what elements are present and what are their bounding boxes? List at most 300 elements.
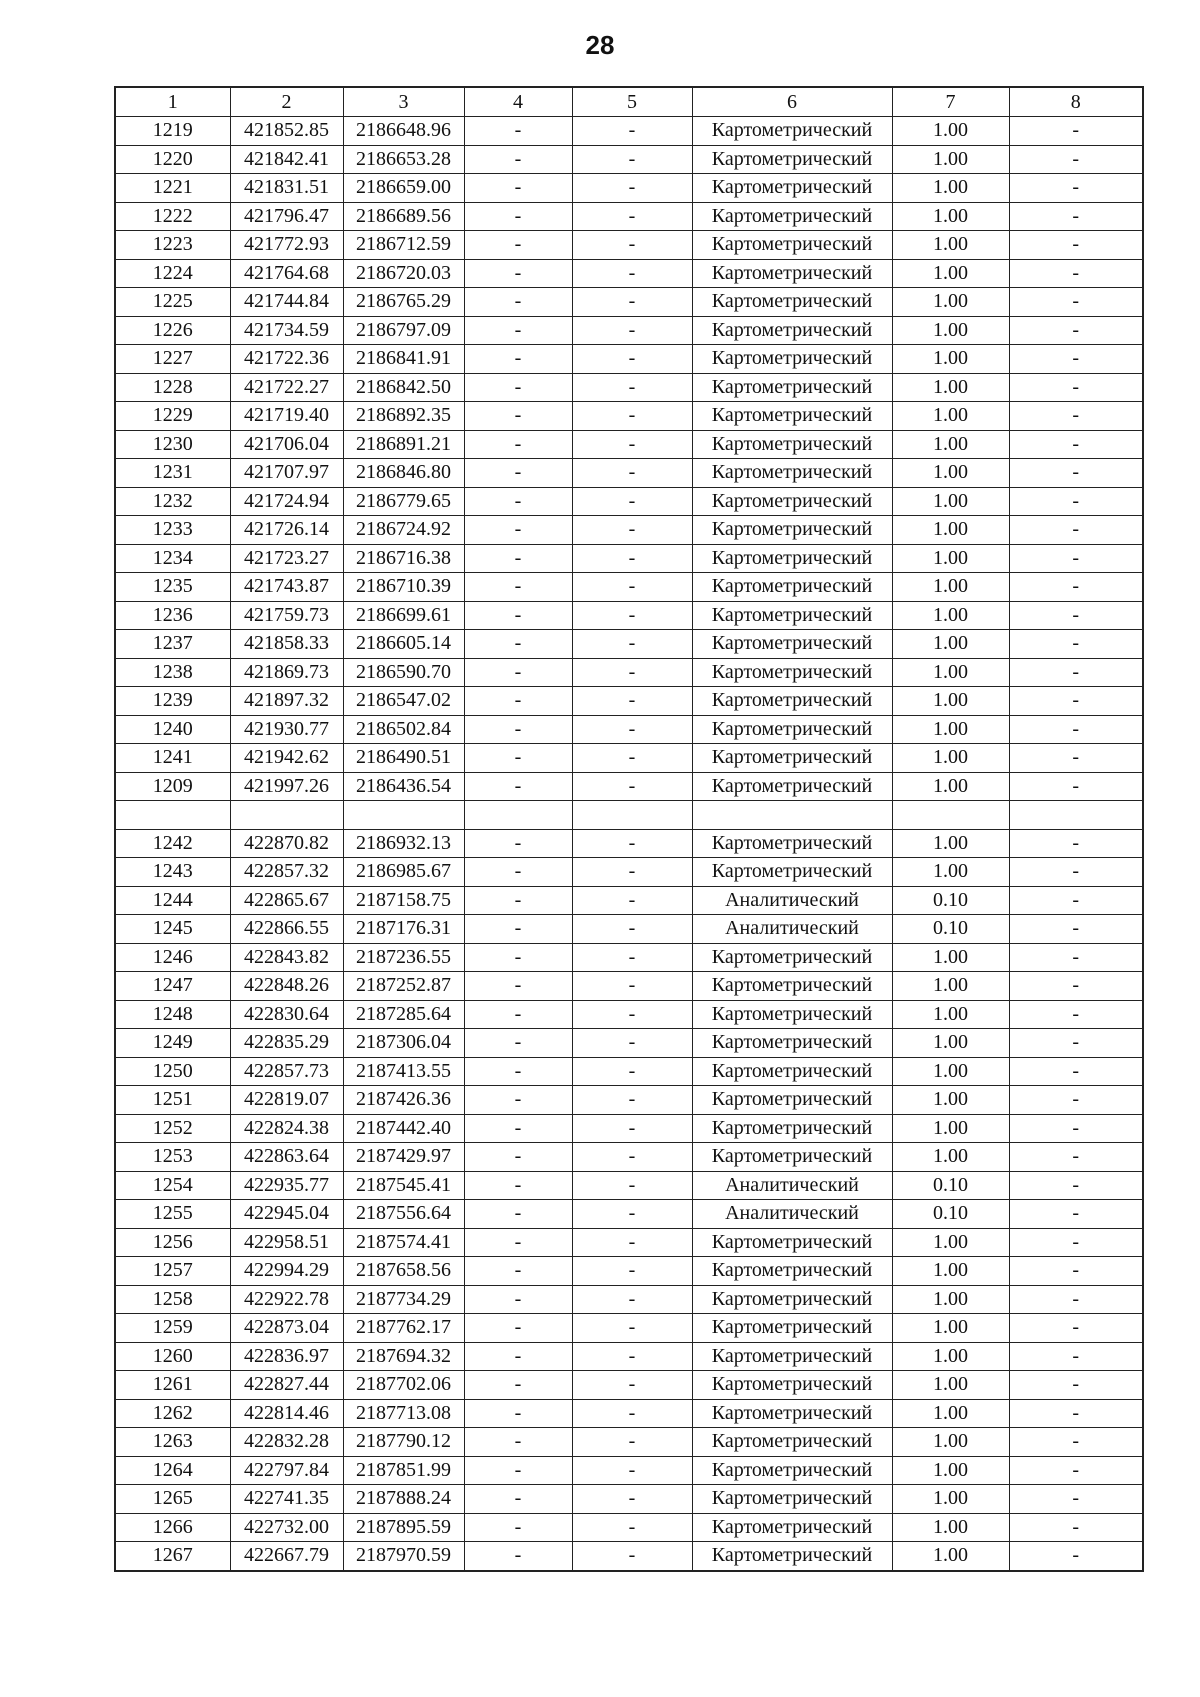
separator-cell — [230, 801, 343, 830]
table-cell-col-5: - — [572, 117, 692, 146]
table-cell-col-7: 1.00 — [892, 630, 1009, 659]
table-cell-col-2: 422814.46 — [230, 1399, 343, 1428]
header-cell: 2 — [230, 87, 343, 117]
table-cell-col-8: - — [1009, 145, 1143, 174]
table-cell-col-7: 1.00 — [892, 1086, 1009, 1115]
table-cell-col-7: 1.00 — [892, 1542, 1009, 1571]
table-cell-col-4: - — [464, 886, 572, 915]
table-cell-col-8: - — [1009, 1342, 1143, 1371]
table-cell-col-4: - — [464, 972, 572, 1001]
table-cell-col-1: 1220 — [115, 145, 230, 174]
table-cell-col-5: - — [572, 630, 692, 659]
table-cell-col-5: - — [572, 288, 692, 317]
table-cell-col-1: 1244 — [115, 886, 230, 915]
table-cell-col-2: 422843.82 — [230, 943, 343, 972]
table-cell-col-2: 421897.32 — [230, 687, 343, 716]
table-cell-col-8: - — [1009, 1371, 1143, 1400]
table-cell-col-2: 422857.32 — [230, 858, 343, 887]
table-row — [115, 430, 1143, 459]
table-cell-col-7: 0.10 — [892, 1200, 1009, 1229]
table-cell-col-2: 421997.26 — [230, 772, 343, 801]
table-cell-col-7: 1.00 — [892, 231, 1009, 260]
table-row — [115, 1399, 1143, 1428]
table-cell-col-7: 1.00 — [892, 373, 1009, 402]
table-cell-col-5: - — [572, 1171, 692, 1200]
table-cell-col-8: - — [1009, 231, 1143, 260]
table-cell-col-5: - — [572, 658, 692, 687]
table-cell-col-6: Картометрический — [692, 1314, 892, 1343]
table-cell-col-7: 1.00 — [892, 772, 1009, 801]
table-cell-col-3: 2187252.87 — [343, 972, 464, 1001]
table-cell-col-1: 1223 — [115, 231, 230, 260]
table-cell-col-6: Картометрический — [692, 1114, 892, 1143]
table-cell-col-5: - — [572, 1314, 692, 1343]
table-row — [115, 886, 1143, 915]
table-cell-col-8: - — [1009, 972, 1143, 1001]
table-row — [115, 516, 1143, 545]
table-cell-col-7: 1.00 — [892, 1485, 1009, 1514]
coordinates-table-body — [115, 87, 1143, 1571]
table-cell-col-7: 1.00 — [892, 487, 1009, 516]
table-cell-col-8: - — [1009, 259, 1143, 288]
table-cell-col-2: 422819.07 — [230, 1086, 343, 1115]
header-cell: 1 — [115, 87, 230, 117]
table-cell-col-4: - — [464, 687, 572, 716]
table-cell-col-7: 1.00 — [892, 288, 1009, 317]
table-row — [115, 487, 1143, 516]
table-cell-col-3: 2186891.21 — [343, 430, 464, 459]
table-row — [115, 1456, 1143, 1485]
table-cell-col-6: Аналитический — [692, 1171, 892, 1200]
table-cell-col-6: Картометрический — [692, 1399, 892, 1428]
table-cell-col-6: Картометрический — [692, 1542, 892, 1571]
table-cell-col-2: 421759.73 — [230, 601, 343, 630]
table-cell-col-2: 422667.79 — [230, 1542, 343, 1571]
table-cell-col-5: - — [572, 1200, 692, 1229]
table-cell-col-4: - — [464, 1542, 572, 1571]
table-cell-col-3: 2186841.91 — [343, 345, 464, 374]
table-cell-col-2: 422866.55 — [230, 915, 343, 944]
table-cell-col-3: 2187734.29 — [343, 1285, 464, 1314]
table-cell-col-3: 2187762.17 — [343, 1314, 464, 1343]
table-cell-col-3: 2187713.08 — [343, 1399, 464, 1428]
table-row — [115, 1513, 1143, 1542]
table-cell-col-5: - — [572, 573, 692, 602]
table-cell-col-3: 2187413.55 — [343, 1057, 464, 1086]
table-cell-col-5: - — [572, 943, 692, 972]
table-cell-col-1: 1254 — [115, 1171, 230, 1200]
table-cell-col-2: 422922.78 — [230, 1285, 343, 1314]
table-cell-col-5: - — [572, 858, 692, 887]
table-cell-col-2: 421719.40 — [230, 402, 343, 431]
table-cell-col-1: 1246 — [115, 943, 230, 972]
table-cell-col-7: 1.00 — [892, 1513, 1009, 1542]
table-cell-col-6: Картометрический — [692, 202, 892, 231]
table-cell-col-6: Картометрический — [692, 1257, 892, 1286]
table-cell-col-2: 422732.00 — [230, 1513, 343, 1542]
table-cell-col-7: 1.00 — [892, 1029, 1009, 1058]
table-cell-col-1: 1264 — [115, 1456, 230, 1485]
table-cell-col-3: 2186502.84 — [343, 715, 464, 744]
table-cell-col-5: - — [572, 1485, 692, 1514]
table-cell-col-7: 1.00 — [892, 1456, 1009, 1485]
table-cell-col-2: 421706.04 — [230, 430, 343, 459]
table-cell-col-5: - — [572, 886, 692, 915]
table-cell-col-2: 421722.27 — [230, 373, 343, 402]
table-cell-col-3: 2187694.32 — [343, 1342, 464, 1371]
table-row — [115, 402, 1143, 431]
table-cell-col-1: 1222 — [115, 202, 230, 231]
table-cell-col-1: 1258 — [115, 1285, 230, 1314]
table-cell-col-5: - — [572, 715, 692, 744]
table-cell-col-1: 1252 — [115, 1114, 230, 1143]
table-cell-col-6: Картометрический — [692, 459, 892, 488]
table-cell-col-2: 421930.77 — [230, 715, 343, 744]
table-cell-col-6: Картометрический — [692, 1342, 892, 1371]
table-cell-col-7: 1.00 — [892, 601, 1009, 630]
table-row — [115, 744, 1143, 773]
table-cell-col-2: 422830.64 — [230, 1000, 343, 1029]
table-cell-col-3: 2187429.97 — [343, 1143, 464, 1172]
table-row — [115, 544, 1143, 573]
table-row — [115, 658, 1143, 687]
table-cell-col-6: Картометрический — [692, 972, 892, 1001]
table-cell-col-6: Картометрический — [692, 715, 892, 744]
table-cell-col-1: 1255 — [115, 1200, 230, 1229]
table-cell-col-1: 1209 — [115, 772, 230, 801]
table-cell-col-4: - — [464, 402, 572, 431]
table-cell-col-1: 1230 — [115, 430, 230, 459]
separator-cell — [572, 801, 692, 830]
table-cell-col-4: - — [464, 487, 572, 516]
table-cell-col-7: 1.00 — [892, 1257, 1009, 1286]
table-cell-col-2: 421942.62 — [230, 744, 343, 773]
table-separator-row — [115, 801, 1143, 830]
page-number: 28 — [585, 30, 615, 60]
table-cell-col-2: 422835.29 — [230, 1029, 343, 1058]
table-cell-col-5: - — [572, 1371, 692, 1400]
table-cell-col-7: 1.00 — [892, 972, 1009, 1001]
table-cell-col-2: 421796.47 — [230, 202, 343, 231]
table-cell-col-3: 2187970.59 — [343, 1542, 464, 1571]
table-cell-col-6: Аналитический — [692, 886, 892, 915]
table-cell-col-4: - — [464, 459, 572, 488]
table-cell-col-5: - — [572, 1057, 692, 1086]
coordinates-table — [114, 86, 1144, 1572]
table-cell-col-7: 1.00 — [892, 1114, 1009, 1143]
table-cell-col-6: Картометрический — [692, 487, 892, 516]
table-cell-col-1: 1237 — [115, 630, 230, 659]
table-cell-col-4: - — [464, 772, 572, 801]
table-cell-col-5: - — [572, 487, 692, 516]
table-row — [115, 772, 1143, 801]
table-cell-col-4: - — [464, 145, 572, 174]
table-cell-col-8: - — [1009, 1513, 1143, 1542]
table-row — [115, 573, 1143, 602]
table-cell-col-3: 2186659.00 — [343, 174, 464, 203]
table-cell-col-6: Картометрический — [692, 1513, 892, 1542]
table-cell-col-7: 1.00 — [892, 345, 1009, 374]
table-cell-col-8: - — [1009, 744, 1143, 773]
table-cell-col-3: 2187545.41 — [343, 1171, 464, 1200]
table-cell-col-6: Картометрический — [692, 858, 892, 887]
table-cell-col-8: - — [1009, 1143, 1143, 1172]
table-cell-col-3: 2187574.41 — [343, 1228, 464, 1257]
table-cell-col-4: - — [464, 259, 572, 288]
table-cell-col-1: 1256 — [115, 1228, 230, 1257]
table-cell-col-4: - — [464, 516, 572, 545]
table-cell-col-6: Картометрический — [692, 1456, 892, 1485]
table-cell-col-7: 1.00 — [892, 1428, 1009, 1457]
table-cell-col-3: 2186710.39 — [343, 573, 464, 602]
table-cell-col-6: Картометрический — [692, 516, 892, 545]
table-cell-col-4: - — [464, 744, 572, 773]
table-cell-col-8: - — [1009, 829, 1143, 858]
table-cell-col-5: - — [572, 1428, 692, 1457]
table-cell-col-1: 1231 — [115, 459, 230, 488]
table-cell-col-6: Картометрический — [692, 316, 892, 345]
table-cell-col-8: - — [1009, 288, 1143, 317]
table-cell-col-4: - — [464, 316, 572, 345]
table-cell-col-7: 1.00 — [892, 829, 1009, 858]
table-cell-col-1: 1224 — [115, 259, 230, 288]
table-cell-col-4: - — [464, 1200, 572, 1229]
table-cell-col-2: 421858.33 — [230, 630, 343, 659]
table-cell-col-6: Картометрический — [692, 829, 892, 858]
table-row — [115, 459, 1143, 488]
table-cell-col-3: 2186765.29 — [343, 288, 464, 317]
table-cell-col-2: 422857.73 — [230, 1057, 343, 1086]
table-cell-col-7: 1.00 — [892, 658, 1009, 687]
table-cell-col-1: 1226 — [115, 316, 230, 345]
table-row — [115, 1542, 1143, 1571]
table-cell-col-3: 2186932.13 — [343, 829, 464, 858]
table-cell-col-3: 2186716.38 — [343, 544, 464, 573]
table-cell-col-3: 2187851.99 — [343, 1456, 464, 1485]
header-cell: 7 — [892, 87, 1009, 117]
table-cell-col-1: 1263 — [115, 1428, 230, 1457]
table-cell-col-3: 2186648.96 — [343, 117, 464, 146]
table-cell-col-5: - — [572, 544, 692, 573]
table-cell-col-8: - — [1009, 1399, 1143, 1428]
table-cell-col-1: 1243 — [115, 858, 230, 887]
table-cell-col-8: - — [1009, 573, 1143, 602]
table-cell-col-8: - — [1009, 772, 1143, 801]
table-cell-col-4: - — [464, 1086, 572, 1115]
table-cell-col-2: 421772.93 — [230, 231, 343, 260]
table-cell-col-6: Картометрический — [692, 345, 892, 374]
table-cell-col-7: 1.00 — [892, 1342, 1009, 1371]
table-cell-col-7: 1.00 — [892, 459, 1009, 488]
table-cell-col-3: 2187426.36 — [343, 1086, 464, 1115]
table-cell-col-4: - — [464, 1285, 572, 1314]
table-cell-col-7: 1.00 — [892, 744, 1009, 773]
table-row — [115, 1000, 1143, 1029]
table-cell-col-8: - — [1009, 1456, 1143, 1485]
table-cell-col-8: - — [1009, 715, 1143, 744]
table-cell-col-6: Картометрический — [692, 288, 892, 317]
separator-cell — [115, 801, 230, 830]
table-cell-col-8: - — [1009, 1057, 1143, 1086]
table-cell-col-4: - — [464, 943, 572, 972]
table-row — [115, 972, 1143, 1001]
table-cell-col-6: Картометрический — [692, 1029, 892, 1058]
table-cell-col-8: - — [1009, 202, 1143, 231]
table-cell-col-8: - — [1009, 316, 1143, 345]
table-cell-col-7: 1.00 — [892, 1000, 1009, 1029]
table-cell-col-5: - — [572, 1029, 692, 1058]
table-cell-col-4: - — [464, 1171, 572, 1200]
table-cell-col-5: - — [572, 373, 692, 402]
table-cell-col-7: 1.00 — [892, 858, 1009, 887]
table-cell-col-6: Картометрический — [692, 1371, 892, 1400]
table-cell-col-1: 1234 — [115, 544, 230, 573]
table-row — [115, 829, 1143, 858]
table-cell-col-5: - — [572, 459, 692, 488]
table-cell-col-4: - — [464, 1371, 572, 1400]
table-cell-col-8: - — [1009, 658, 1143, 687]
table-cell-col-6: Картометрический — [692, 1143, 892, 1172]
table-cell-col-2: 422797.84 — [230, 1456, 343, 1485]
table-row — [115, 715, 1143, 744]
table-cell-col-4: - — [464, 345, 572, 374]
table-cell-col-1: 1266 — [115, 1513, 230, 1542]
table-cell-col-3: 2186547.02 — [343, 687, 464, 716]
table-cell-col-3: 2186699.61 — [343, 601, 464, 630]
table-cell-col-4: - — [464, 601, 572, 630]
table-cell-col-7: 1.00 — [892, 1285, 1009, 1314]
table-cell-col-2: 422863.64 — [230, 1143, 343, 1172]
table-cell-col-4: - — [464, 1057, 572, 1086]
table-row — [115, 202, 1143, 231]
table-cell-col-3: 2186842.50 — [343, 373, 464, 402]
table-cell-col-1: 1240 — [115, 715, 230, 744]
table-cell-col-6: Картометрический — [692, 1086, 892, 1115]
table-cell-col-5: - — [572, 915, 692, 944]
table-row — [115, 1086, 1143, 1115]
separator-cell — [1009, 801, 1143, 830]
table-cell-col-8: - — [1009, 630, 1143, 659]
table-cell-col-1: 1235 — [115, 573, 230, 602]
table-cell-col-5: - — [572, 772, 692, 801]
table-row — [115, 630, 1143, 659]
table-cell-col-4: - — [464, 544, 572, 573]
table-cell-col-8: - — [1009, 402, 1143, 431]
table-row — [115, 1228, 1143, 1257]
table-cell-col-1: 1247 — [115, 972, 230, 1001]
table-cell-col-8: - — [1009, 430, 1143, 459]
table-cell-col-8: - — [1009, 174, 1143, 203]
table-cell-col-5: - — [572, 430, 692, 459]
table-cell-col-4: - — [464, 1314, 572, 1343]
table-cell-col-2: 422824.38 — [230, 1114, 343, 1143]
table-cell-col-8: - — [1009, 858, 1143, 887]
table-cell-col-5: - — [572, 1000, 692, 1029]
table-cell-col-5: - — [572, 516, 692, 545]
table-cell-col-3: 2187556.64 — [343, 1200, 464, 1229]
table-cell-col-3: 2186892.35 — [343, 402, 464, 431]
table-cell-col-1: 1262 — [115, 1399, 230, 1428]
table-cell-col-4: - — [464, 1456, 572, 1485]
table-row — [115, 1200, 1143, 1229]
table-row — [115, 1143, 1143, 1172]
table-cell-col-6: Картометрический — [692, 373, 892, 402]
table-cell-col-8: - — [1009, 943, 1143, 972]
table-row — [115, 1257, 1143, 1286]
table-cell-col-4: - — [464, 573, 572, 602]
table-cell-col-5: - — [572, 829, 692, 858]
table-cell-col-8: - — [1009, 459, 1143, 488]
table-cell-col-5: - — [572, 402, 692, 431]
table-cell-col-7: 1.00 — [892, 202, 1009, 231]
table-cell-col-5: - — [572, 972, 692, 1001]
table-cell-col-6: Картометрический — [692, 744, 892, 773]
table-cell-col-3: 2186779.65 — [343, 487, 464, 516]
table-cell-col-4: - — [464, 1428, 572, 1457]
table-cell-col-8: - — [1009, 886, 1143, 915]
table-cell-col-1: 1233 — [115, 516, 230, 545]
table-cell-col-3: 2186712.59 — [343, 231, 464, 260]
table-cell-col-4: - — [464, 630, 572, 659]
table-cell-col-1: 1259 — [115, 1314, 230, 1343]
table-cell-col-2: 421764.68 — [230, 259, 343, 288]
table-cell-col-8: - — [1009, 915, 1143, 944]
table-row — [115, 316, 1143, 345]
table-row — [115, 1171, 1143, 1200]
table-cell-col-3: 2187895.59 — [343, 1513, 464, 1542]
table-cell-col-6: Картометрический — [692, 1485, 892, 1514]
table-cell-col-8: - — [1009, 687, 1143, 716]
table-cell-col-8: - — [1009, 1314, 1143, 1343]
table-cell-col-1: 1257 — [115, 1257, 230, 1286]
table-cell-col-5: - — [572, 1456, 692, 1485]
table-cell-col-2: 421743.87 — [230, 573, 343, 602]
table-cell-col-5: - — [572, 231, 692, 260]
header-cell: 3 — [343, 87, 464, 117]
table-cell-col-1: 1238 — [115, 658, 230, 687]
table-row — [115, 174, 1143, 203]
table-cell-col-7: 1.00 — [892, 1143, 1009, 1172]
table-cell-col-4: - — [464, 1342, 572, 1371]
table-cell-col-1: 1260 — [115, 1342, 230, 1371]
table-cell-col-2: 421723.27 — [230, 544, 343, 573]
table-cell-col-5: - — [572, 259, 692, 288]
table-cell-col-6: Картометрический — [692, 231, 892, 260]
table-cell-col-1: 1225 — [115, 288, 230, 317]
table-cell-col-1: 1219 — [115, 117, 230, 146]
separator-cell — [892, 801, 1009, 830]
table-cell-col-2: 422958.51 — [230, 1228, 343, 1257]
table-cell-col-8: - — [1009, 1171, 1143, 1200]
table-cell-col-4: - — [464, 373, 572, 402]
table-cell-col-8: - — [1009, 1285, 1143, 1314]
header-cell: 5 — [572, 87, 692, 117]
table-cell-col-3: 2186846.80 — [343, 459, 464, 488]
table-row — [115, 1114, 1143, 1143]
table-row — [115, 288, 1143, 317]
table-row — [115, 117, 1143, 146]
table-row — [115, 1285, 1143, 1314]
table-cell-col-4: - — [464, 1228, 572, 1257]
table-cell-col-6: Картометрический — [692, 430, 892, 459]
table-cell-col-7: 1.00 — [892, 573, 1009, 602]
table-cell-col-8: - — [1009, 1428, 1143, 1457]
table-cell-col-2: 421722.36 — [230, 345, 343, 374]
table-cell-col-3: 2186797.09 — [343, 316, 464, 345]
separator-cell — [464, 801, 572, 830]
table-cell-col-7: 0.10 — [892, 1171, 1009, 1200]
table-cell-col-3: 2186985.67 — [343, 858, 464, 887]
